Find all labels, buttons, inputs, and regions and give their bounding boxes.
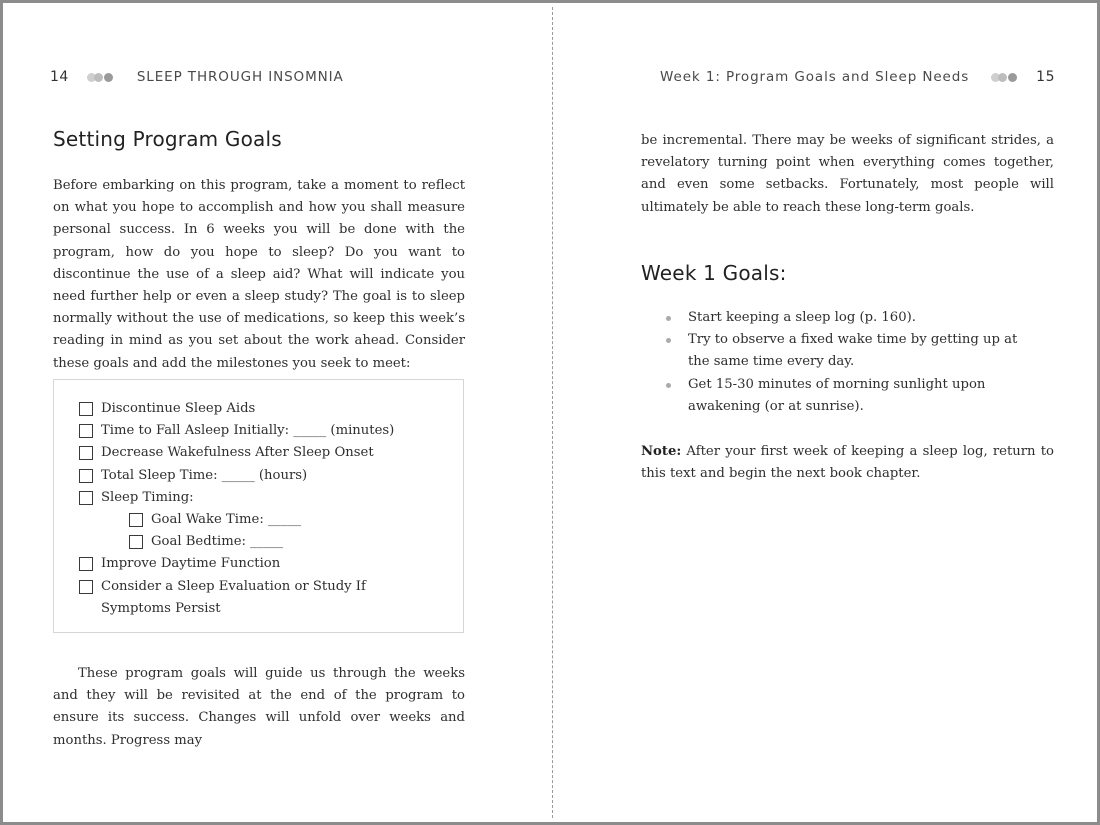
goal-item [79, 398, 431, 420]
checkbox-icon [79, 446, 93, 460]
week-goal-text: Get 15-30 minutes of morning sunlight upon awakening (or at sunrise). [688, 376, 986, 414]
goal-item [79, 465, 431, 487]
section-heading: Setting Program Goals [53, 127, 282, 151]
chapter-title: Week 1: Program Goals and Sleep Needs [660, 69, 970, 85]
goal-item [79, 576, 431, 620]
page-number: 14 [50, 69, 69, 85]
section-heading: Week 1 Goals: [641, 261, 787, 285]
continuation-paragraph: These program goals will guide us through the weeks and they will be revisited at the end of the program to ensure its success. Changes will unfold over weeks and months. Progress may [53, 666, 465, 748]
goal-item [79, 420, 431, 442]
goal-item [79, 487, 431, 509]
left-page [50, 3, 465, 822]
gutter-divider [552, 7, 553, 818]
goals-checklist-box [53, 379, 464, 633]
goal-item [79, 531, 431, 553]
checkbox-icon [79, 557, 93, 571]
goal-label: Goal Wake Time: _____ [151, 512, 301, 528]
goal-label: Time to Fall Asleep Initially: _____ (minutes) [101, 423, 395, 439]
continued-paragraph: be incremental. There may be weeks of significant strides, a revelatory turning point when everything comes together, and even some setbacks. Fortunately, most people will ultimately be able to reach these long-term goals. [641, 133, 1054, 215]
week-goal-item [666, 307, 1036, 329]
goal-label: Goal Bedtime: _____ [151, 534, 284, 550]
week-goal-text: Start keeping a sleep log (p. 160). [688, 310, 916, 325]
goals-checklist [79, 398, 431, 620]
goal-label: Sleep Timing: [101, 489, 194, 505]
page-number: 15 [1036, 69, 1055, 85]
goal-label: Decrease Wakefulness After Sleep Onset [101, 445, 374, 461]
checkbox-icon [79, 424, 93, 438]
right-page [638, 3, 1055, 822]
week-goal-text: Try to observe a fixed wake time by getting up at the same time every day. [688, 332, 1018, 370]
bullet-icon [666, 316, 671, 321]
checkbox-icon [129, 535, 143, 549]
checkbox-icon [79, 469, 93, 483]
goal-label: Discontinue Sleep Aids [101, 401, 256, 416]
goal-item [79, 442, 431, 464]
week-goals-list [666, 307, 1036, 418]
checkbox-icon [129, 513, 143, 527]
week-goal-item [666, 329, 1036, 373]
goal-label: Improve Daytime Function [101, 556, 281, 572]
checkbox-icon [79, 580, 93, 594]
week-goal-item [666, 374, 1036, 418]
bullet-icon [666, 383, 671, 388]
goal-item [79, 553, 431, 575]
note-paragraph [641, 441, 1054, 485]
bullet-icon [666, 338, 671, 343]
note-label: Note: [641, 444, 682, 459]
checkbox-icon [79, 491, 93, 505]
moon-phases-icon [993, 73, 1017, 82]
goal-item [79, 509, 431, 531]
note-text: After your first week of keeping a sleep log, return to this text and begin the next book chapter. [641, 444, 1054, 482]
goal-label: Consider a Sleep Evaluation or Study If Symptoms Persist [101, 578, 366, 616]
checkbox-icon [79, 402, 93, 416]
moon-phases-icon [89, 73, 113, 82]
left-running-head [50, 67, 465, 87]
intro-paragraph: Before embarking on this program, take a moment to reflect on what you hope to accomplish and how you shall measure personal success. In 6 weeks you will be done with the program, how do you hope to sleep? Do you want to discontinue the use of a sleep aid? What will indicate you need further help or even a sleep study? The goal is to sleep normally without the use of medications, so keep this week’s reading in mind as you set about the work ahead. Consider these goals and add the milestones you seek to meet: [53, 178, 465, 371]
book-title: SLEEP THROUGH INSOMNIA [136, 69, 344, 85]
goal-label: Total Sleep Time: _____ (hours) [101, 467, 308, 483]
right-running-head [638, 67, 1055, 87]
